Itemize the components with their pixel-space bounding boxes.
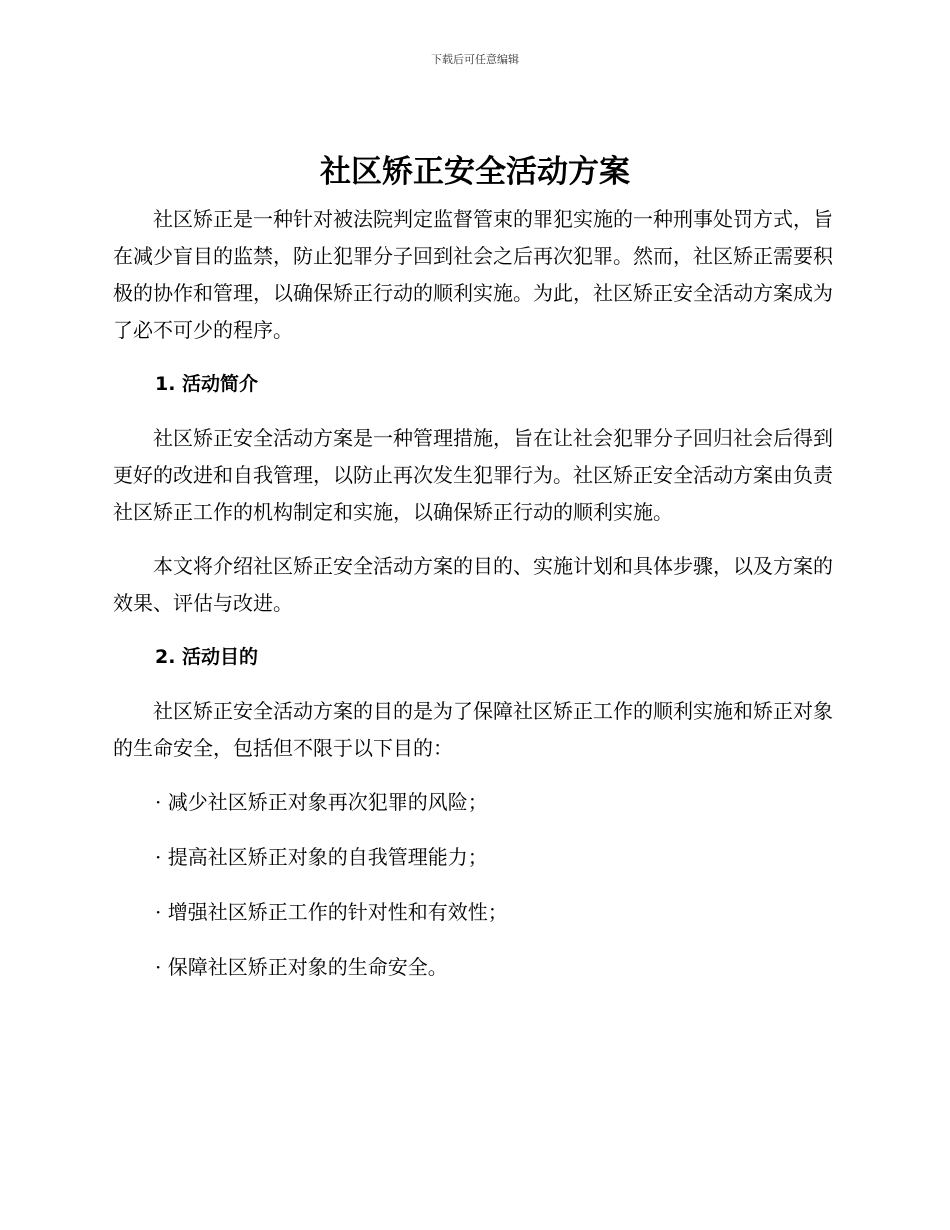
document-title: 社区矫正安全活动方案 [320, 154, 630, 190]
section-heading-purpose: 2. 活动目的 [155, 646, 259, 668]
document-body [113, 201, 833, 1004]
purpose-paragraph: 社区矫正安全活动方案的目的是为了保障社区矫正工作的顺利实施和矫正对象的生命安全，包括但不限于以下目的： [113, 699, 833, 760]
intro-paragraph: 社区矫正是一种针对被法院判定监督管束的罪犯实施的一种刑事处罚方式，旨在减少盲目的监禁，防止犯罪分子回到社会之后再次犯罪。然而，社区矫正需要积极的协作和管理，以确保矫正行动的顺利实施。为此，社区矫正安全活动方案成为了必不可少的程序。 [113, 207, 833, 342]
section-heading-overview: 1. 活动简介 [155, 373, 259, 395]
overview-paragraph-2: 本文将介绍社区矫正安全活动方案的目的、实施计划和具体步骤，以及方案的效果、评估与改进。 [113, 554, 833, 615]
header-note: 下载后可任意编辑 [431, 53, 519, 66]
purpose-bullet-item: · 保障社区矫正对象的生命安全。 [155, 955, 448, 979]
purpose-bullet-item: · 减少社区矫正对象再次犯罪的风险； [155, 790, 488, 814]
purpose-bullet-item: · 增强社区矫正工作的针对性和有效性； [155, 900, 508, 924]
purpose-bullet-item: · 提高社区矫正对象的自我管理能力； [155, 845, 488, 869]
purpose-bullet-list [113, 784, 833, 986]
overview-paragraph-1: 社区矫正安全活动方案是一种管理措施，旨在让社会犯罪分子回归社会后得到更好的改进和自我管理，以防止再次发生犯罪行为。社区矫正安全活动方案由负责社区矫正工作的机构制定和实施，以确保矫正行动的顺利实施。 [113, 426, 833, 524]
